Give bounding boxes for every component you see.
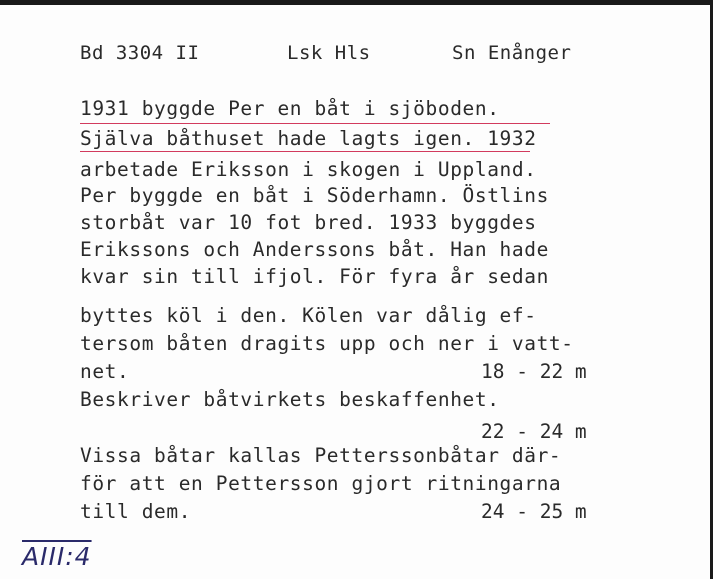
body-line-4: Per byggde en båt i Söderhamn. Östlins xyxy=(80,184,549,207)
body-line-11: Beskriver båtvirkets beskaffenhet. xyxy=(80,388,500,411)
body-line-1: 1931 byggde Per en båt i sjöboden. xyxy=(80,97,500,120)
reference-1: 18 - 22 m xyxy=(481,360,587,383)
handwritten-archive-signature: AIII:4 xyxy=(22,542,92,571)
body-line-13: Vissa båtar kallas Petterssonbåtar där- xyxy=(80,444,562,467)
header-code: Bd 3304 II xyxy=(80,42,200,64)
body-line-15: till dem. xyxy=(80,500,192,523)
body-line-8: byttes köl i den. Kölen var dålig ef- xyxy=(80,304,537,327)
body-line-7: kvar sin till ifjol. För fyra år sedan xyxy=(80,265,549,288)
card-top-edge xyxy=(0,0,713,5)
header-parish: Sn Enånger xyxy=(452,42,572,64)
body-line-2: Själva båthuset hade lagts igen. 1932 xyxy=(80,127,537,150)
reference-3: 24 - 25 m xyxy=(481,500,587,523)
body-line-5: storbåt var 10 fot bred. 1933 byggdes xyxy=(80,211,537,234)
pencil-underline-1 xyxy=(80,123,550,124)
body-line-9: tersom båten dragits upp och ner i vatt- xyxy=(80,332,574,355)
body-line-10: net. xyxy=(80,360,130,383)
body-line-6: Erikssons och Anderssons båt. Han hade xyxy=(80,238,549,261)
header-area: Lsk Hls xyxy=(287,42,371,64)
body-line-14: för att en Pettersson gjort ritningarna xyxy=(80,472,562,495)
reference-2: 22 - 24 m xyxy=(481,420,587,443)
body-line-3: arbetade Eriksson i skogen i Uppland. xyxy=(80,158,537,181)
pencil-underline-2 xyxy=(80,151,530,152)
